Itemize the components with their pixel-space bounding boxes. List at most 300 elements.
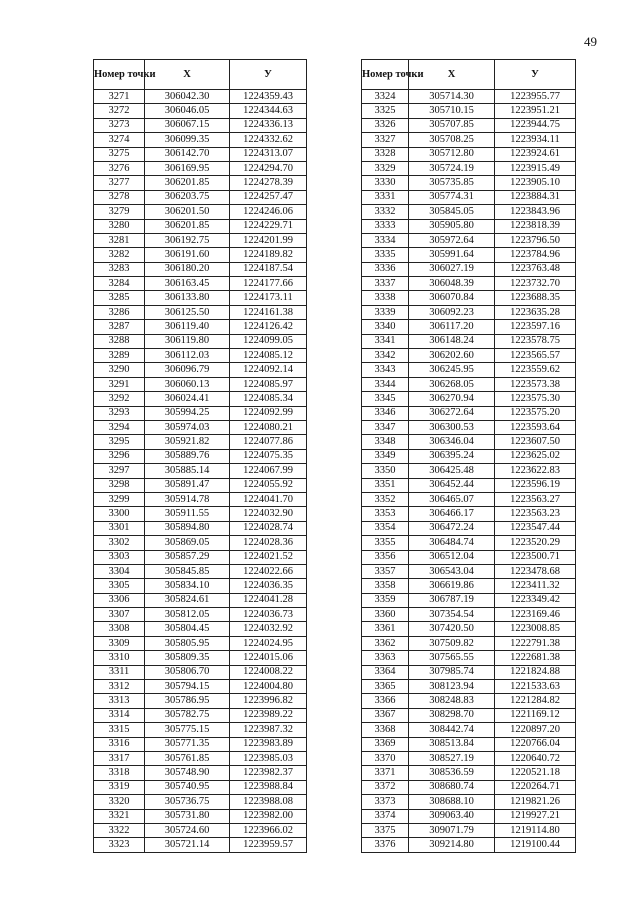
- cell-x: 305735.85: [409, 176, 495, 190]
- cell-x: 306192.75: [145, 233, 230, 247]
- cell-x: 305905.80: [409, 219, 495, 233]
- cell-y: 1223500.71: [495, 550, 576, 564]
- cell-point-number: 3366: [362, 694, 409, 708]
- cell-point-number: 3372: [362, 780, 409, 794]
- cell-x: 305714.30: [409, 90, 495, 104]
- cell-point-number: 3319: [94, 780, 145, 794]
- cell-y: 1224004.80: [230, 680, 307, 694]
- cell-x: 306042.30: [145, 90, 230, 104]
- cell-point-number: 3349: [362, 449, 409, 463]
- table-row: [94, 349, 307, 363]
- cell-point-number: 3375: [362, 823, 409, 837]
- table-row: [362, 464, 576, 478]
- cell-y: 1223988.84: [230, 780, 307, 794]
- cell-point-number: 3343: [362, 363, 409, 377]
- table-row: [362, 277, 576, 291]
- cell-y: 1224028.36: [230, 536, 307, 550]
- cell-y: 1222681.38: [495, 651, 576, 665]
- cell-x: 305782.75: [145, 708, 230, 722]
- cell-x: 305748.90: [145, 766, 230, 780]
- cell-y: 1223763.48: [495, 262, 576, 276]
- cell-y: 1223796.50: [495, 233, 576, 247]
- cell-x: 305809.35: [145, 651, 230, 665]
- cell-point-number: 3371: [362, 766, 409, 780]
- cell-y: 1224332.62: [230, 133, 307, 147]
- cell-x: 309071.79: [409, 823, 495, 837]
- cell-x: 305889.76: [145, 449, 230, 463]
- cell-y: 1223578.75: [495, 334, 576, 348]
- cell-x: 305824.61: [145, 593, 230, 607]
- table-row: [94, 118, 307, 132]
- table-row: [362, 737, 576, 751]
- cell-y: 1224161.38: [230, 305, 307, 319]
- cell-x: 305740.95: [145, 780, 230, 794]
- table-row: [94, 205, 307, 219]
- cell-point-number: 3300: [94, 507, 145, 521]
- cell-y: 1223520.29: [495, 536, 576, 550]
- cell-y: 1224278.39: [230, 176, 307, 190]
- cell-x: 306070.84: [409, 291, 495, 305]
- cell-x: 306543.04: [409, 564, 495, 578]
- table-row: [362, 564, 576, 578]
- cell-y: 1223547.44: [495, 521, 576, 535]
- table-row: [94, 766, 307, 780]
- cell-y: 1224032.90: [230, 507, 307, 521]
- cell-point-number: 3271: [94, 90, 145, 104]
- cell-x: 307509.82: [409, 636, 495, 650]
- cell-y: 1221824.88: [495, 665, 576, 679]
- table-row: [362, 608, 576, 622]
- table-row: [94, 320, 307, 334]
- cell-x: 306180.20: [145, 262, 230, 276]
- cell-y: 1224294.70: [230, 161, 307, 175]
- cell-point-number: 3275: [94, 147, 145, 161]
- table-row: [362, 190, 576, 204]
- cell-x: 306125.50: [145, 305, 230, 319]
- cell-x: 306117.20: [409, 320, 495, 334]
- table-row: [362, 305, 576, 319]
- cell-y: 1223607.50: [495, 435, 576, 449]
- cell-x: 306048.39: [409, 277, 495, 291]
- cell-point-number: 3289: [94, 349, 145, 363]
- table-row: [362, 262, 576, 276]
- cell-x: 306119.80: [145, 334, 230, 348]
- table-row: [94, 190, 307, 204]
- cell-point-number: 3306: [94, 593, 145, 607]
- table-row: [94, 334, 307, 348]
- cell-y: 1223596.19: [495, 478, 576, 492]
- cell-point-number: 3322: [94, 823, 145, 837]
- cell-point-number: 3284: [94, 277, 145, 291]
- table-row: [362, 651, 576, 665]
- cell-x: 306024.41: [145, 392, 230, 406]
- cell-point-number: 3309: [94, 636, 145, 650]
- cell-y: 1220897.20: [495, 723, 576, 737]
- cell-y: 1223411.32: [495, 579, 576, 593]
- table-row: [94, 593, 307, 607]
- cell-x: 305991.64: [409, 248, 495, 262]
- cell-y: 1224036.35: [230, 579, 307, 593]
- cell-point-number: 3303: [94, 550, 145, 564]
- cell-point-number: 3298: [94, 478, 145, 492]
- cell-y: 1221169.12: [495, 708, 576, 722]
- cell-x: 309063.40: [409, 809, 495, 823]
- table-row: [362, 694, 576, 708]
- cell-x: 306203.75: [145, 190, 230, 204]
- cell-point-number: 3272: [94, 104, 145, 118]
- cell-y: 1224041.70: [230, 492, 307, 506]
- cell-point-number: 3351: [362, 478, 409, 492]
- cell-point-number: 3358: [362, 579, 409, 593]
- cell-y: 1220640.72: [495, 751, 576, 765]
- table-row: [362, 680, 576, 694]
- cell-y: 1220521.18: [495, 766, 576, 780]
- cell-x: 305786.95: [145, 694, 230, 708]
- cell-x: 306067.15: [145, 118, 230, 132]
- cell-y: 1224313.07: [230, 147, 307, 161]
- cell-x: 305812.05: [145, 608, 230, 622]
- cell-x: 309214.80: [409, 838, 495, 852]
- cell-x: 305834.10: [145, 579, 230, 593]
- cell-point-number: 3287: [94, 320, 145, 334]
- cell-point-number: 3373: [362, 795, 409, 809]
- cell-point-number: 3352: [362, 492, 409, 506]
- page-number: 49: [584, 34, 597, 49]
- cell-y: 1224055.92: [230, 478, 307, 492]
- cell-x: 308298.70: [409, 708, 495, 722]
- cell-x: 308248.83: [409, 694, 495, 708]
- cell-y: 1223625.02: [495, 449, 576, 463]
- table-row: [94, 636, 307, 650]
- cell-point-number: 3347: [362, 420, 409, 434]
- cell-y: 1224246.06: [230, 205, 307, 219]
- table-row: [362, 521, 576, 535]
- cell-point-number: 3311: [94, 665, 145, 679]
- cell-y: 1224032.92: [230, 622, 307, 636]
- cell-point-number: 3299: [94, 492, 145, 506]
- cell-point-number: 3360: [362, 608, 409, 622]
- cell-y: 1223983.89: [230, 737, 307, 751]
- cell-point-number: 3350: [362, 464, 409, 478]
- table-row: [362, 492, 576, 506]
- cell-y: 1224085.97: [230, 377, 307, 391]
- cell-point-number: 3321: [94, 809, 145, 823]
- cell-x: 305845.05: [409, 205, 495, 219]
- table-row: [362, 147, 576, 161]
- cell-x: 308536.59: [409, 766, 495, 780]
- cell-point-number: 3320: [94, 795, 145, 809]
- table-row: [362, 363, 576, 377]
- table-row: [94, 147, 307, 161]
- cell-point-number: 3356: [362, 550, 409, 564]
- table-row: [362, 579, 576, 593]
- cell-x: 305712.80: [409, 147, 495, 161]
- cell-point-number: 3369: [362, 737, 409, 751]
- cell-point-number: 3370: [362, 751, 409, 765]
- cell-y: 1223597.16: [495, 320, 576, 334]
- table-row: [94, 550, 307, 564]
- cell-y: 1223563.27: [495, 492, 576, 506]
- table-row: [362, 176, 576, 190]
- header-y: У: [495, 60, 576, 90]
- table-row: [94, 406, 307, 420]
- table-row: [362, 751, 576, 765]
- cell-x: 306112.03: [145, 349, 230, 363]
- table-row: [362, 780, 576, 794]
- table-row: [94, 492, 307, 506]
- cell-point-number: 3294: [94, 420, 145, 434]
- table-row: [94, 823, 307, 837]
- cell-y: 1223575.20: [495, 406, 576, 420]
- table-row: [94, 435, 307, 449]
- cell-y: 1220264.71: [495, 780, 576, 794]
- table-row: [94, 291, 307, 305]
- cell-point-number: 3301: [94, 521, 145, 535]
- cell-point-number: 3310: [94, 651, 145, 665]
- cell-x: 308513.84: [409, 737, 495, 751]
- cell-point-number: 3281: [94, 233, 145, 247]
- table-row: [94, 795, 307, 809]
- table-row: [362, 118, 576, 132]
- cell-point-number: 3312: [94, 680, 145, 694]
- cell-y: 1223593.64: [495, 420, 576, 434]
- cell-point-number: 3274: [94, 133, 145, 147]
- table-row: [362, 320, 576, 334]
- table-row: [362, 536, 576, 550]
- table-row: [94, 737, 307, 751]
- cell-point-number: 3325: [362, 104, 409, 118]
- cell-point-number: 3304: [94, 564, 145, 578]
- cell-y: 1224024.95: [230, 636, 307, 650]
- cell-x: 305707.85: [409, 118, 495, 132]
- cell-point-number: 3367: [362, 708, 409, 722]
- cell-y: 1219821.26: [495, 795, 576, 809]
- cell-x: 306272.64: [409, 406, 495, 420]
- cell-y: 1223905.10: [495, 176, 576, 190]
- cell-point-number: 3365: [362, 680, 409, 694]
- cell-point-number: 3279: [94, 205, 145, 219]
- cell-y: 1224008.22: [230, 665, 307, 679]
- table-row: [362, 233, 576, 247]
- cell-x: 306169.95: [145, 161, 230, 175]
- table-row: [362, 622, 576, 636]
- cell-x: 305921.82: [145, 435, 230, 449]
- cell-point-number: 3297: [94, 464, 145, 478]
- cell-y: 1222791.38: [495, 636, 576, 650]
- cell-x: 306092.23: [409, 305, 495, 319]
- cell-y: 1223349.42: [495, 593, 576, 607]
- cell-y: 1223982.00: [230, 809, 307, 823]
- table-row: [362, 809, 576, 823]
- table-row: [94, 277, 307, 291]
- cell-x: 306425.48: [409, 464, 495, 478]
- cell-y: 1219114.80: [495, 823, 576, 837]
- cell-y: 1224344.63: [230, 104, 307, 118]
- cell-x: 306133.80: [145, 291, 230, 305]
- cell-point-number: 3316: [94, 737, 145, 751]
- cell-point-number: 3363: [362, 651, 409, 665]
- cell-x: 305708.25: [409, 133, 495, 147]
- cell-point-number: 3295: [94, 435, 145, 449]
- cell-point-number: 3344: [362, 377, 409, 391]
- cell-y: 1224021.52: [230, 550, 307, 564]
- cell-x: 305911.55: [145, 507, 230, 521]
- cell-point-number: 3333: [362, 219, 409, 233]
- cell-x: 305914.78: [145, 492, 230, 506]
- table-row: [362, 838, 576, 852]
- table-row: [362, 435, 576, 449]
- cell-point-number: 3278: [94, 190, 145, 204]
- cell-point-number: 3332: [362, 205, 409, 219]
- cell-point-number: 3340: [362, 320, 409, 334]
- table-row: [94, 751, 307, 765]
- cell-y: 1224201.99: [230, 233, 307, 247]
- cell-x: 305974.03: [145, 420, 230, 434]
- table-row: [94, 248, 307, 262]
- cell-y: 1223622.83: [495, 464, 576, 478]
- cell-point-number: 3376: [362, 838, 409, 852]
- cell-point-number: 3288: [94, 334, 145, 348]
- table-row: [94, 780, 307, 794]
- cell-x: 306300.53: [409, 420, 495, 434]
- cell-point-number: 3355: [362, 536, 409, 550]
- table-row: [362, 507, 576, 521]
- cell-x: 305724.60: [145, 823, 230, 837]
- cell-point-number: 3305: [94, 579, 145, 593]
- cell-point-number: 3290: [94, 363, 145, 377]
- cell-x: 305804.45: [145, 622, 230, 636]
- cell-point-number: 3326: [362, 118, 409, 132]
- cell-y: 1219100.44: [495, 838, 576, 852]
- header-x: X: [409, 60, 495, 90]
- table-row: [362, 478, 576, 492]
- cell-point-number: 3291: [94, 377, 145, 391]
- cell-y: 1223966.02: [230, 823, 307, 837]
- cell-x: 306148.24: [409, 334, 495, 348]
- cell-x: 306346.04: [409, 435, 495, 449]
- cell-y: 1223478.68: [495, 564, 576, 578]
- cell-y: 1221533.63: [495, 680, 576, 694]
- cell-point-number: 3282: [94, 248, 145, 262]
- cell-point-number: 3337: [362, 277, 409, 291]
- cell-point-number: 3361: [362, 622, 409, 636]
- cell-x: 306619.86: [409, 579, 495, 593]
- cell-y: 1223565.57: [495, 349, 576, 363]
- cell-x: 306395.24: [409, 449, 495, 463]
- coordinates-table-right: [361, 59, 576, 853]
- cell-y: 1223884.31: [495, 190, 576, 204]
- table-row: [362, 823, 576, 837]
- cell-y: 1224077.86: [230, 435, 307, 449]
- cell-y: 1224092.99: [230, 406, 307, 420]
- table-row: [94, 233, 307, 247]
- cell-y: 1224036.73: [230, 608, 307, 622]
- table-row: [362, 593, 576, 607]
- cell-y: 1223784.96: [495, 248, 576, 262]
- cell-point-number: 3353: [362, 507, 409, 521]
- cell-y: 1224189.82: [230, 248, 307, 262]
- cell-y: 1224085.12: [230, 349, 307, 363]
- cell-point-number: 3314: [94, 708, 145, 722]
- cell-x: 305891.47: [145, 478, 230, 492]
- cell-point-number: 3323: [94, 838, 145, 852]
- cell-y: 1223955.77: [495, 90, 576, 104]
- cell-x: 306512.04: [409, 550, 495, 564]
- table-row: [362, 291, 576, 305]
- table-row: [94, 536, 307, 550]
- cell-point-number: 3308: [94, 622, 145, 636]
- cell-y: 1223982.37: [230, 766, 307, 780]
- table-header-row: [94, 60, 307, 90]
- cell-x: 308680.74: [409, 780, 495, 794]
- table-row: [94, 219, 307, 233]
- cell-y: 1223688.35: [495, 291, 576, 305]
- cell-x: 306268.05: [409, 377, 495, 391]
- cell-point-number: 3283: [94, 262, 145, 276]
- cell-y: 1223959.57: [230, 838, 307, 852]
- cell-point-number: 3345: [362, 392, 409, 406]
- table-row: [94, 723, 307, 737]
- table-row: [362, 665, 576, 679]
- cell-x: 307985.74: [409, 665, 495, 679]
- cell-y: 1224099.05: [230, 334, 307, 348]
- cell-y: 1224022.66: [230, 564, 307, 578]
- cell-x: 305710.15: [409, 104, 495, 118]
- table-row: [94, 305, 307, 319]
- cell-y: 1223559.62: [495, 363, 576, 377]
- cell-x: 305806.70: [145, 665, 230, 679]
- cell-x: 306119.40: [145, 320, 230, 334]
- cell-x: 305771.35: [145, 737, 230, 751]
- cell-y: 1223575.30: [495, 392, 576, 406]
- cell-x: 306484.74: [409, 536, 495, 550]
- table-row: [362, 795, 576, 809]
- cell-x: 305761.85: [145, 751, 230, 765]
- cell-y: 1223985.03: [230, 751, 307, 765]
- cell-x: 306201.85: [145, 176, 230, 190]
- cell-x: 305775.15: [145, 723, 230, 737]
- table-row: [94, 708, 307, 722]
- cell-x: 305972.64: [409, 233, 495, 247]
- cell-point-number: 3368: [362, 723, 409, 737]
- table-row: [94, 521, 307, 535]
- table-row: [362, 392, 576, 406]
- table-row: [94, 392, 307, 406]
- cell-x: 307354.54: [409, 608, 495, 622]
- cell-point-number: 3331: [362, 190, 409, 204]
- table-row: [362, 766, 576, 780]
- cell-x: 308123.94: [409, 680, 495, 694]
- table-row: [94, 622, 307, 636]
- cell-x: 305805.95: [145, 636, 230, 650]
- cell-point-number: 3324: [362, 90, 409, 104]
- cell-point-number: 3280: [94, 219, 145, 233]
- cell-point-number: 3336: [362, 262, 409, 276]
- table-row: [362, 349, 576, 363]
- cell-point-number: 3329: [362, 161, 409, 175]
- cell-point-number: 3276: [94, 161, 145, 175]
- cell-y: 1223008.85: [495, 622, 576, 636]
- cell-point-number: 3292: [94, 392, 145, 406]
- cell-y: 1224229.71: [230, 219, 307, 233]
- table-row: [362, 334, 576, 348]
- cell-point-number: 3342: [362, 349, 409, 363]
- table-header-row: [362, 60, 576, 90]
- cell-y: 1224080.21: [230, 420, 307, 434]
- cell-point-number: 3327: [362, 133, 409, 147]
- cell-y: 1220766.04: [495, 737, 576, 751]
- cell-x: 306465.07: [409, 492, 495, 506]
